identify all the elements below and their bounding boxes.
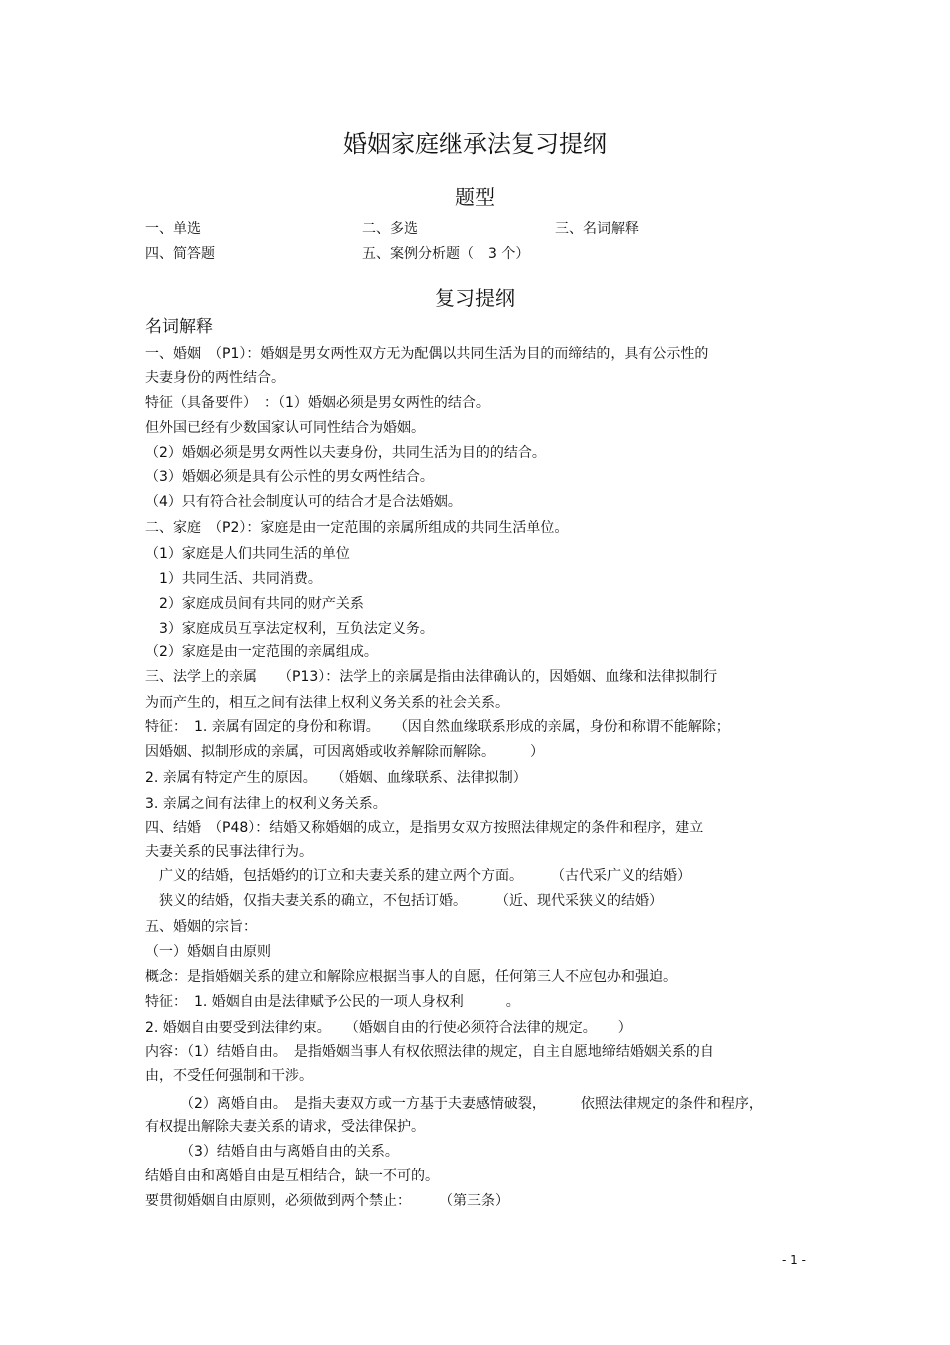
text-line: （3）结婚自由与离婚自由的关系。: [145, 1144, 399, 1160]
text-line: 2）家庭成员间有共同的财产关系: [145, 596, 364, 612]
question-types-heading: 题型: [455, 185, 495, 209]
text-line: 3）家庭成员互享法定权利，互负法定义务。: [145, 621, 434, 637]
outline-heading: 复习提纲: [435, 286, 515, 310]
text-line: （2）婚姻必须是男女两性以夫妻身份，共同生活为目的的结合。: [145, 445, 546, 461]
text-line: 因婚姻、拟制形成的亲属，可因离婚或收养解除而解除。 ）: [145, 744, 544, 760]
text-line: （2）家庭是由一定范围的亲属组成。: [145, 644, 378, 660]
text-line: 一、婚姻 （P1）：婚姻是男女两性双方无为配偶以共同生活为目的而缔结的，具有公示性的: [145, 346, 709, 362]
text-line: （1）家庭是人们共同生活的单位: [145, 546, 350, 562]
section-heading: 名词解释: [145, 317, 213, 337]
text-line: 广义的结婚，包括婚约的订立和夫妻关系的建立两个方面。 （古代采广义的结婚）: [145, 868, 691, 884]
text-line: （3）婚姻必须是具有公示性的男女两性结合。: [145, 469, 434, 485]
text-line: 特征（具备要件） ：（1）婚姻必须是男女两性的结合。: [145, 395, 490, 411]
text-line: （4）只有符合社会制度认可的结合才是合法婚姻。: [145, 494, 462, 510]
text-line: 狭义的结婚，仅指夫妻关系的确立，不包括订婚。 （近、现代采狭义的结婚）: [145, 893, 663, 909]
text-line: 为而产生的，相互之间有法律上权利义务关系的社会关系。: [145, 695, 509, 711]
text-line: 结婚自由和离婚自由是互相结合，缺一不可的。: [145, 1168, 439, 1184]
text-line: 有权提出解除夫妻关系的请求，受法律保护。: [145, 1119, 425, 1135]
question-type-item: 四、简答题: [145, 246, 215, 262]
text-line: 但外国已经有少数国家认可同性结合为婚姻。: [145, 420, 425, 436]
text-line: 2. 婚姻自由要受到法律约束。 （婚姻自由的行使必须符合法律的规定。 ）: [145, 1020, 632, 1036]
text-line: 内容：（1）结婚自由。 是指婚姻当事人有权依照法律的规定，自主自愿地缔结婚姻关系的自: [145, 1044, 714, 1060]
text-line: （2）离婚自由。 是指夫妻双方或一方基于夫妻感情破裂， 依照法律规定的条件和程序，: [145, 1096, 763, 1112]
text-line: 二、家庭 （P2）：家庭是由一定范围的亲属所组成的共同生活单位。: [145, 520, 569, 536]
text-line: 由，不受任何强制和干涉。: [145, 1068, 313, 1084]
text-line: 三、法学上的亲属 （P13）：法学上的亲属是指由法律确认的，因婚姻、血缘和法律拟制行: [145, 669, 718, 685]
question-type-item: 一、单选: [145, 221, 201, 237]
text-line: 概念：是指婚姻关系的建立和解除应根据当事人的自愿，任何第三人不应包办和强迫。: [145, 969, 677, 985]
text-line: 四、结婚 （P48）：结婚又称婚姻的成立，是指男女双方按照法律规定的条件和程序，建立: [145, 820, 704, 836]
text-line: 五、婚姻的宗旨：: [145, 919, 257, 935]
text-line: 3. 亲属之间有法律上的权利义务关系。: [145, 796, 387, 812]
question-type-item: 五、案例分析题（ 3 个）: [362, 246, 530, 262]
text-line: 夫妻关系的民事法律行为。: [145, 844, 313, 860]
text-line: 要贯彻婚姻自由原则，必须做到两个禁止： （第三条）: [145, 1193, 509, 1209]
text-line: 1）共同生活、共同消费。: [145, 571, 322, 587]
question-type-item: 三、名词解释: [555, 221, 639, 237]
question-type-item: 二、多选: [362, 221, 418, 237]
document-title: 婚姻家庭继承法复习提纲: [343, 130, 607, 158]
text-line: 特征： 1. 婚姻自由是法律赋予公民的一项人身权利 。: [145, 994, 520, 1010]
page-number: - 1 -: [782, 1253, 806, 1267]
text-line: 特征： 1. 亲属有固定的身份和称谓。 （因自然血缘联系形成的亲属，身份和称谓不能解除；: [145, 719, 730, 735]
text-line: 2. 亲属有特定产生的原因。 （婚姻、血缘联系、法律拟制）: [145, 770, 527, 786]
text-line: 夫妻身份的两性结合。: [145, 370, 285, 386]
text-line: （一）婚姻自由原则: [145, 944, 271, 960]
